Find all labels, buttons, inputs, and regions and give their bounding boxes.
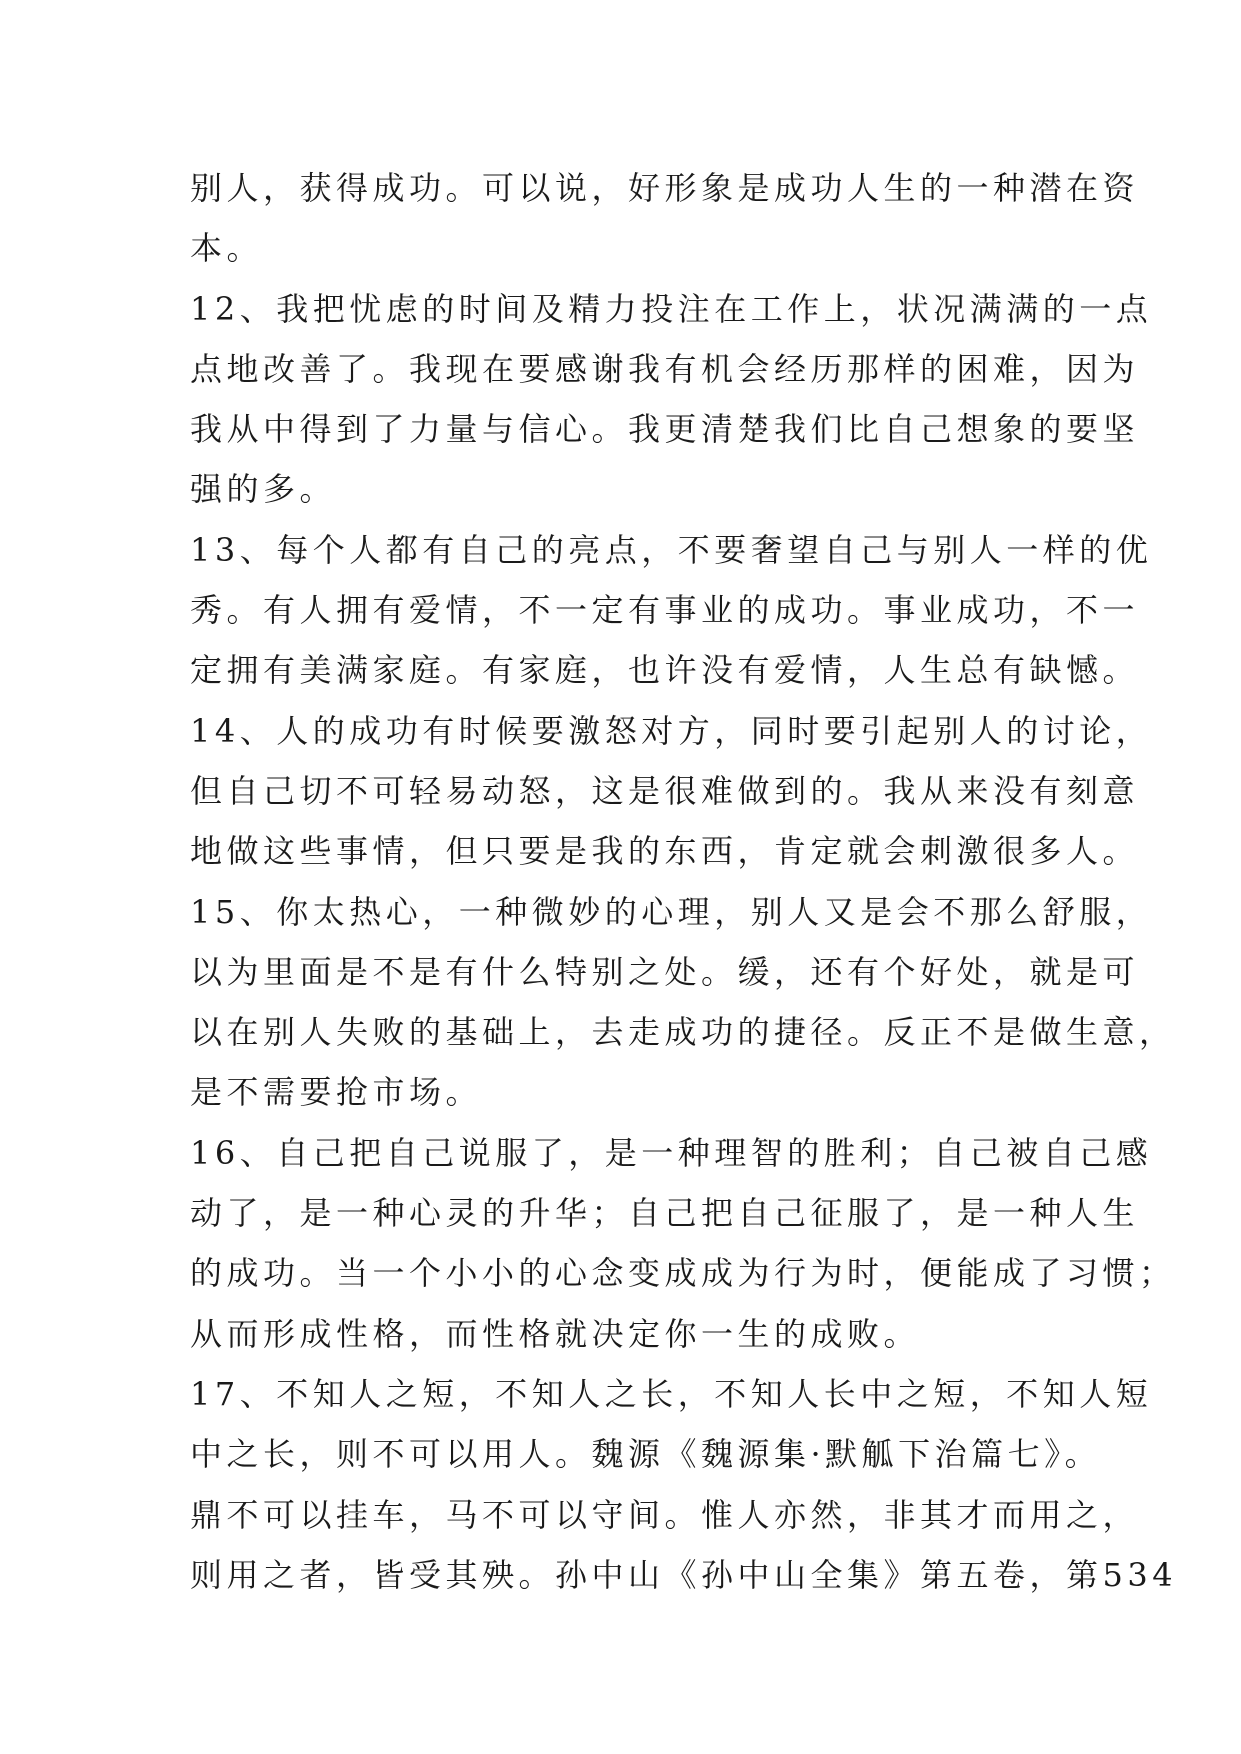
text-line: 是不需要抢市场。 [190, 1073, 483, 1112]
text-line: 12、我把忧虑的时间及精力投注在工作上，状况满满的一点 [190, 289, 1153, 328]
text-line: 地做这些事情，但只要是我的东西，肯定就会刺激很多人。 [190, 832, 1140, 871]
text-line: 我从中得到了力量与信心。我更清楚我们比自己想象的要坚 [190, 410, 1140, 449]
text-line: 以在别人失败的基础上，去走成功的捷径。反正不是做生意， [190, 1013, 1176, 1052]
text-line: 本。 [190, 229, 264, 268]
text-line: 17、不知人之短，不知人之长，不知人长中之短，不知人短 [190, 1374, 1153, 1413]
text-line: 13、每个人都有自己的亮点，不要奢望自己与别人一样的优 [190, 530, 1153, 569]
text-line: 强的多。 [190, 470, 337, 509]
text-line: 秀。有人拥有爱情，不一定有事业的成功。事业成功，不一 [190, 591, 1140, 630]
text-line: 以为里面是不是有什么特别之处。缓，还有个好处，就是可 [190, 952, 1140, 991]
text-line: 动了，是一种心灵的升华；自己把自己征服了，是一种人生 [190, 1194, 1140, 1233]
text-line: 鼎不可以挂车，马不可以守间。惟人亦然，非其才而用之， [190, 1495, 1140, 1534]
text-line: 从而形成性格，而性格就决定你一生的成败。 [190, 1314, 921, 1353]
text-line: 中之长，则不可以用人。魏源《魏源集·默觚下治篇七》。 [190, 1435, 1102, 1474]
text-line: 15、你太热心，一种微妙的心理，别人又是会不那么舒服， [190, 892, 1153, 931]
text-line: 定拥有美满家庭。有家庭，也许没有爱情，人生总有缺憾。 [190, 651, 1140, 690]
text-line: 的成功。当一个小小的心念变成成为行为时，便能成了习惯； [190, 1254, 1176, 1293]
text-line: 但自己切不可轻易动怒，这是很难做到的。我从来没有刻意 [190, 771, 1140, 810]
text-line: 14、人的成功有时候要激怒对方，同时要引起别人的讨论， [190, 711, 1153, 750]
text-line: 则用之者，皆受其殃。孙中山《孙中山全集》第五卷，第534 [190, 1555, 1178, 1594]
body-text [190, 158, 1178, 1605]
text-line: 别人，获得成功。可以说，好形象是成功人生的一种潜在资 [190, 169, 1140, 207]
text-line: 点地改善了。我现在要感谢我有机会经历那样的困难，因为 [190, 349, 1140, 388]
text-line: 16、自己把自己说服了，是一种理智的胜利；自己被自己感 [190, 1133, 1153, 1172]
